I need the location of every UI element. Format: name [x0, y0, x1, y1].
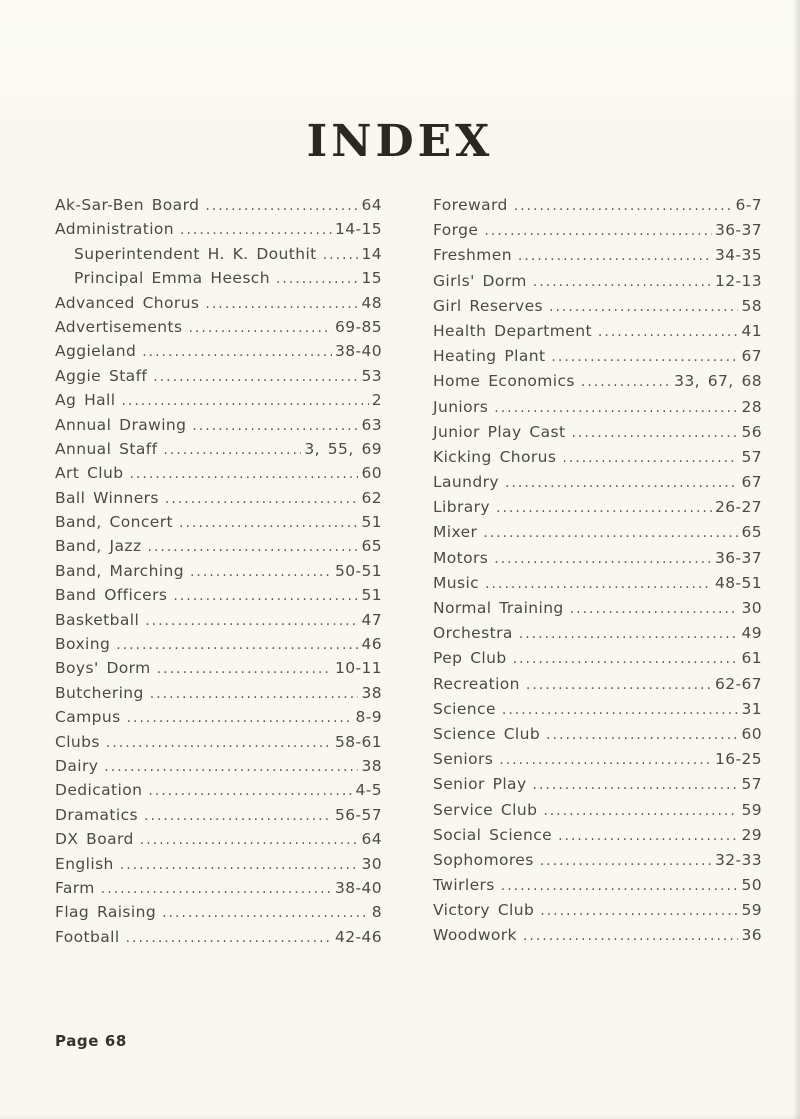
entry-label: Home Economics: [433, 372, 575, 391]
entry-label: Boxing: [55, 635, 111, 654]
dot-leader: [121, 391, 368, 409]
entry-page-number: 10-11: [334, 659, 382, 678]
dot-leader: [116, 635, 358, 653]
dot-leader: [519, 624, 739, 642]
dot-leader: [494, 549, 712, 567]
index-entry: [433, 322, 762, 347]
dot-leader: [101, 879, 332, 897]
entry-page-number: 59: [741, 800, 762, 819]
entry-page-number: 38: [361, 756, 382, 775]
index-entry: [55, 294, 382, 318]
dot-leader: [323, 245, 359, 263]
entry-label: Administration: [55, 220, 175, 239]
dot-leader: [145, 611, 358, 629]
dot-leader: [533, 272, 712, 290]
index-entry: [55, 806, 382, 830]
entry-label: Junior Play Cast: [433, 422, 566, 441]
entry-label: Freshmen: [433, 246, 512, 265]
entry-label: Science Club: [433, 724, 541, 743]
dot-leader: [205, 294, 358, 312]
entry-label: Recreation: [433, 674, 520, 693]
entry-label: Sophomores: [433, 850, 534, 869]
index-entry: [433, 876, 762, 901]
index-entry: [433, 523, 762, 548]
entry-page-number: 57: [741, 447, 762, 466]
dot-leader: [540, 851, 712, 869]
entry-label: Victory Club: [433, 901, 535, 920]
dot-leader: [501, 876, 739, 894]
entry-page-number: 51: [361, 586, 382, 605]
entry-label: Butchering: [55, 683, 144, 702]
entry-page-number: 36: [741, 926, 762, 945]
dot-leader: [190, 562, 332, 580]
entry-page-number: 12-13: [714, 271, 762, 290]
entry-page-number: 51: [361, 513, 382, 532]
dot-leader: [188, 318, 331, 336]
dot-leader: [129, 464, 358, 482]
entry-label: Farm: [55, 878, 95, 897]
index-entry: [55, 318, 382, 342]
index-entry: [55, 513, 382, 537]
dot-leader: [104, 757, 358, 775]
entry-page-number: 32-33: [714, 850, 762, 869]
dot-leader: [551, 347, 738, 365]
entry-page-number: 65: [741, 523, 762, 542]
entry-page-number: 14-15: [334, 220, 382, 239]
entry-label: Pep Club: [433, 649, 507, 668]
index-entry: [433, 347, 762, 372]
entry-page-number: 28: [741, 397, 762, 416]
entry-label: Forge: [433, 221, 479, 240]
entry-page-number: 67: [741, 347, 762, 366]
entry-label: Flag Raising: [55, 903, 157, 922]
dot-leader: [120, 855, 359, 873]
entry-label: Ak-Sar-Ben Board: [55, 196, 200, 214]
index-entry: [433, 372, 762, 397]
index-entry: [55, 928, 382, 952]
entry-page-number: 58: [741, 296, 762, 315]
entry-label: Band Officers: [55, 586, 168, 605]
index-entry: [433, 398, 762, 423]
entry-page-number: 30: [741, 599, 762, 617]
entry-page-number: 38-40: [334, 878, 382, 897]
index-entry: [55, 781, 382, 805]
index-entry: [55, 220, 382, 244]
entry-page-number: 59: [741, 901, 762, 920]
dot-leader: [546, 725, 738, 743]
index-entry: [433, 196, 762, 221]
dot-leader: [148, 781, 352, 799]
dot-leader: [570, 599, 739, 617]
index-entry: [55, 196, 382, 220]
entry-label: Band, Marching: [55, 561, 184, 580]
entry-page-number: 34-35: [714, 246, 762, 265]
entry-page-number: 2: [371, 391, 382, 410]
dot-leader: [496, 498, 712, 516]
index-entry: [433, 574, 762, 599]
index-entry: [55, 342, 382, 366]
entry-label: Dairy: [55, 756, 99, 775]
dot-leader: [205, 196, 358, 214]
dot-leader: [581, 372, 671, 390]
index-entry: [433, 246, 762, 271]
entry-label: Orchestra: [433, 624, 513, 643]
entry-label: Principal Emma Heesch: [74, 269, 270, 288]
dot-leader: [540, 901, 738, 919]
index-entry: [55, 586, 382, 610]
dot-leader: [518, 246, 712, 264]
entry-page-number: 38: [361, 683, 382, 702]
entry-page-number: 65: [361, 537, 382, 556]
entry-label: Motors: [433, 548, 489, 567]
entry-page-number: 48: [361, 293, 382, 312]
entry-label: Advanced Chorus: [55, 293, 200, 312]
index-entry: [55, 537, 382, 561]
index-entry: [433, 851, 762, 876]
index-entry: [433, 498, 762, 523]
entry-page-number: 69-85: [334, 317, 382, 336]
entry-page-number: 46: [361, 635, 382, 654]
dot-leader: [192, 416, 358, 434]
dot-leader: [153, 367, 358, 385]
entry-label: Juniors: [433, 397, 489, 416]
entry-label: Boys' Dorm: [55, 659, 151, 678]
entry-label: Laundry: [433, 473, 499, 492]
dot-leader: [571, 423, 738, 441]
page-number-footer: Page 68: [55, 1032, 127, 1050]
index-entry: [433, 297, 762, 322]
entry-label: Library: [433, 498, 490, 517]
entry-page-number: 56: [741, 422, 762, 441]
index-entry: [433, 649, 762, 674]
entry-label: Band, Concert: [55, 513, 173, 532]
dot-leader: [276, 269, 359, 287]
entry-label: Campus: [55, 708, 121, 727]
index-entry: [433, 675, 762, 700]
index-entry: [55, 245, 382, 269]
entry-label: Foreward: [433, 196, 508, 214]
entry-page-number: 60: [741, 724, 762, 743]
entry-page-number: 42-46: [334, 927, 382, 946]
entry-page-number: 56-57: [334, 805, 382, 824]
index-entry: [433, 473, 762, 498]
entry-page-number: 8: [371, 903, 382, 922]
entry-page-number: 53: [361, 366, 382, 385]
entry-page-number: 62-67: [714, 674, 762, 693]
entry-label: Art Club: [55, 464, 124, 483]
index-entry: [433, 423, 762, 448]
entry-page-number: 6-7: [735, 196, 762, 214]
index-entry: [433, 624, 762, 649]
index-entry: [55, 416, 382, 440]
dot-leader: [140, 830, 359, 848]
entry-page-number: 64: [361, 196, 382, 214]
dot-leader: [558, 826, 738, 844]
entry-label: Aggieland: [55, 342, 137, 361]
index-entry: [55, 611, 382, 635]
dot-leader: [543, 801, 738, 819]
entry-page-number: 15: [361, 269, 382, 288]
dot-leader: [549, 297, 738, 315]
dot-leader: [150, 684, 359, 702]
index-entry: [433, 599, 762, 624]
entry-page-number: 33, 67, 68: [674, 372, 762, 391]
index-entry: [433, 700, 762, 725]
index-entry: [55, 708, 382, 732]
dot-leader: [127, 708, 353, 726]
index-entry: [55, 562, 382, 586]
entry-label: Dramatics: [55, 805, 138, 824]
entry-label: Heating Plant: [433, 347, 546, 366]
entry-page-number: 67: [741, 473, 762, 492]
entry-page-number: 50-51: [334, 561, 382, 580]
index-entry: [433, 221, 762, 246]
index-entry: [55, 367, 382, 391]
index-entry: [55, 830, 382, 854]
entry-label: Health Department: [433, 321, 592, 340]
dot-leader: [598, 322, 739, 340]
entry-page-number: 14: [361, 244, 382, 263]
entry-page-number: 38-40: [334, 342, 382, 361]
entry-label: Ag Hall: [55, 391, 116, 410]
entry-page-number: 36-37: [714, 221, 762, 240]
entry-label: English: [55, 854, 114, 873]
entry-label: Advertisements: [55, 317, 183, 336]
dot-leader: [163, 440, 301, 458]
dot-leader: [179, 513, 358, 531]
entry-label: Girl Reserves: [433, 296, 544, 315]
entry-label: Dedication: [55, 781, 143, 800]
dot-leader: [505, 473, 739, 491]
dot-leader: [126, 928, 332, 946]
entry-page-number: 48-51: [714, 573, 762, 592]
index-entry: [433, 725, 762, 750]
dot-leader: [142, 342, 332, 360]
index-entry: [55, 855, 382, 879]
dot-leader: [180, 220, 332, 238]
entry-page-number: 58-61: [334, 732, 382, 751]
entry-page-number: 62: [361, 488, 382, 507]
entry-label: Woodwork: [433, 926, 517, 945]
index-entry: [55, 635, 382, 659]
dot-leader: [523, 926, 739, 944]
dot-leader: [173, 586, 358, 604]
entry-label: Clubs: [55, 732, 100, 751]
entry-label: Service Club: [433, 800, 538, 819]
index-entry: [433, 826, 762, 851]
entry-page-number: 61: [741, 649, 762, 668]
dot-leader: [499, 750, 712, 768]
entry-label: Senior Play: [433, 775, 527, 794]
index-entry: [55, 879, 382, 903]
page-title: INDEX: [306, 116, 494, 167]
dot-leader: [533, 775, 739, 793]
entry-page-number: 29: [741, 825, 762, 844]
index-entry: [55, 489, 382, 513]
entry-label: Band, Jazz: [55, 537, 142, 556]
entry-page-number: 31: [741, 699, 762, 718]
entry-label: Music: [433, 573, 480, 592]
entry-page-number: 8-9: [355, 708, 382, 727]
dot-leader: [494, 398, 738, 416]
entry-page-number: 64: [361, 830, 382, 849]
index-entry: [55, 391, 382, 415]
index-entry: [433, 926, 762, 951]
entry-label: Mixer: [433, 523, 478, 542]
entry-page-number: 26-27: [714, 498, 762, 517]
index-entry: [55, 757, 382, 781]
dot-leader: [157, 659, 332, 677]
dot-leader: [514, 196, 733, 214]
entry-page-number: 41: [741, 321, 762, 340]
entry-page-number: 50: [741, 876, 762, 895]
dot-leader: [502, 700, 739, 718]
index-entry: [433, 750, 762, 775]
index-entry: [433, 272, 762, 297]
entry-label: Girls' Dorm: [433, 271, 527, 290]
entry-page-number: 3, 55, 69: [304, 439, 382, 458]
index-entry: [55, 464, 382, 488]
dot-leader: [526, 675, 712, 693]
index-entry: [55, 733, 382, 757]
index-column-right: [433, 196, 762, 952]
entry-page-number: 30: [361, 854, 382, 873]
entry-label: Kicking Chorus: [433, 447, 557, 466]
dot-leader: [106, 733, 332, 751]
entry-page-number: 4-5: [355, 781, 382, 800]
dot-leader: [165, 489, 359, 507]
entry-page-number: 49: [741, 624, 762, 643]
index-entry: [433, 901, 762, 926]
index-entry: [55, 269, 382, 293]
entry-page-number: 63: [361, 415, 382, 434]
index-column-left: [55, 196, 382, 952]
index-entry: [55, 659, 382, 683]
entry-label: Ball Winners: [55, 488, 159, 507]
entry-label: Football: [55, 927, 120, 946]
entry-label: Aggie Staff: [55, 366, 148, 385]
entry-label: Social Science: [433, 825, 553, 844]
dot-leader: [483, 523, 738, 541]
dot-leader: [162, 903, 369, 921]
index-entry: [433, 801, 762, 826]
entry-label: Annual Staff: [55, 439, 158, 458]
index-entry: [433, 775, 762, 800]
index-entry: [55, 684, 382, 708]
entry-label: Science: [433, 699, 496, 718]
dot-leader: [485, 574, 712, 592]
dot-leader: [484, 221, 712, 239]
entry-label: Twirlers: [433, 876, 495, 895]
dot-leader: [144, 806, 332, 824]
dot-leader: [148, 537, 359, 555]
entry-label: Normal Training: [433, 599, 564, 617]
entry-page-number: 60: [361, 464, 382, 483]
dot-leader: [562, 448, 738, 466]
entry-label: DX Board: [55, 830, 134, 849]
entry-page-number: 16-25: [714, 750, 762, 769]
index-entry: [55, 903, 382, 927]
index-entry: [433, 549, 762, 574]
entry-label: Annual Drawing: [55, 415, 187, 434]
entry-page-number: 57: [741, 775, 762, 794]
entry-label: Basketball: [55, 610, 140, 629]
dot-leader: [513, 649, 739, 667]
entry-label: Superintendent H. K. Douthit: [74, 244, 317, 263]
entry-page-number: 47: [361, 610, 382, 629]
entry-page-number: 36-37: [714, 548, 762, 567]
index-entry: [433, 448, 762, 473]
index-entry: [55, 440, 382, 464]
entry-label: Seniors: [433, 750, 494, 769]
